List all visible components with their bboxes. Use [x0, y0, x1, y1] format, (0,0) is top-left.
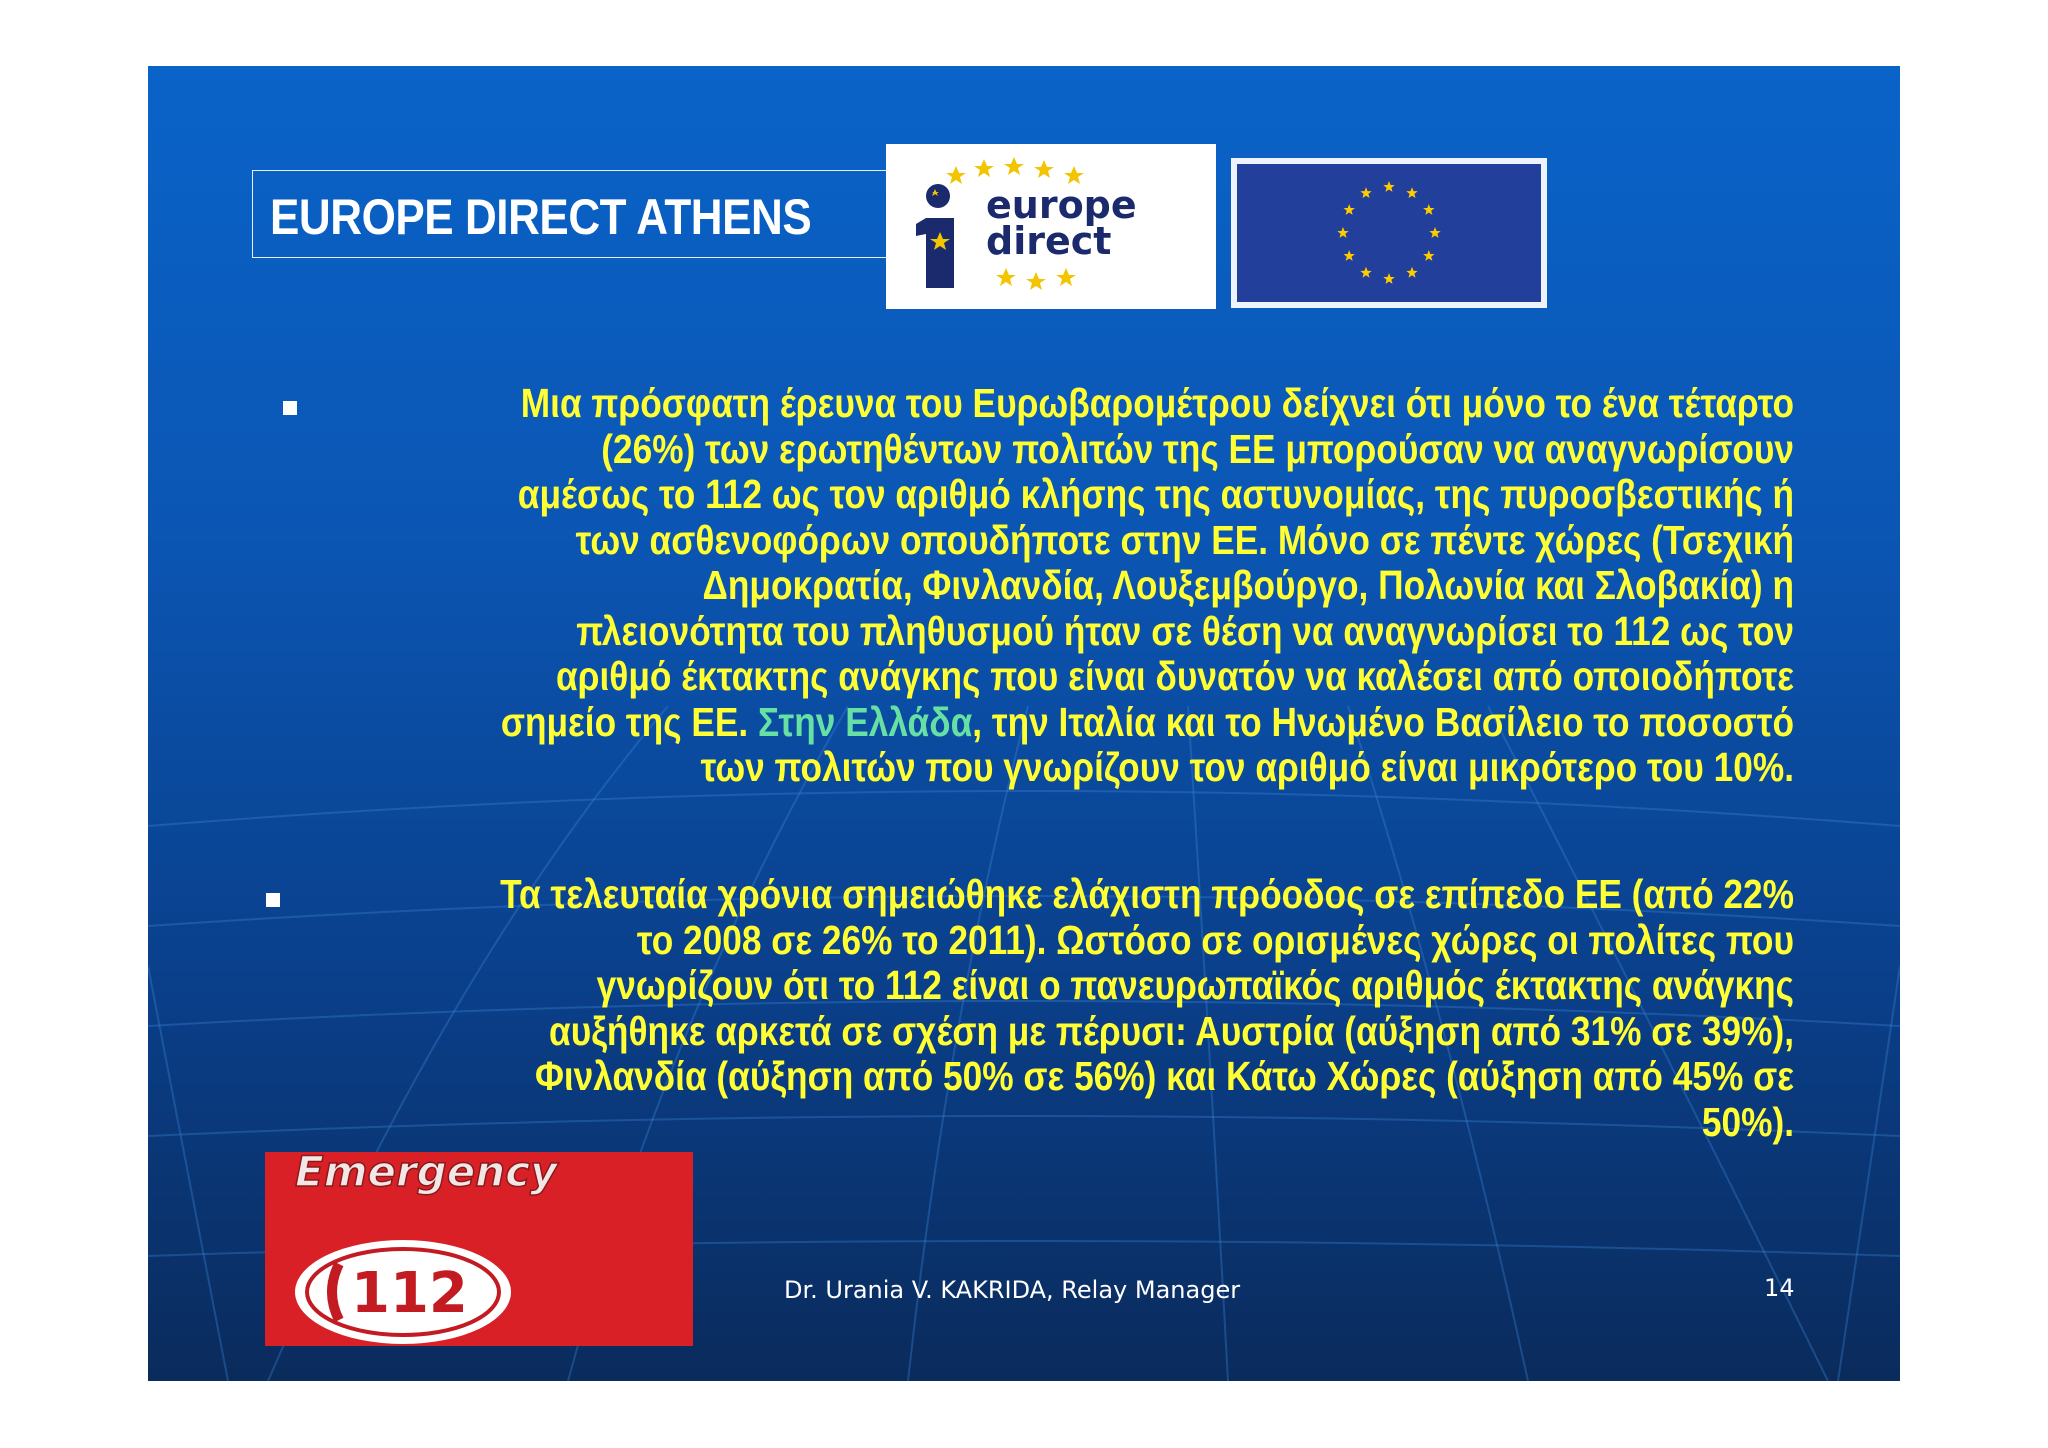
paragraph-line: 50%).: [1701, 1098, 1794, 1145]
paragraph-line: των πολιτών που γνωρίζουν τον αριθμό είναι μικρότερο του 10%.: [700, 744, 1794, 790]
paragraph-line: των ασθενοφόρων οπουδήποτε στην ΕΕ. Μόνο σε πέντε χώρες (Τσεχική: [575, 516, 1794, 563]
emergency-number: 112: [351, 1261, 468, 1326]
paragraph-line: [478, 700, 1794, 746]
logo-text-europe: europe: [986, 183, 1137, 227]
paragraph-line: το 2008 σε 26% το 2011). Ωστόσο σε ορισμένες χώρες οι πολίτες που: [636, 916, 1794, 963]
eu-star-icon: [1360, 187, 1371, 198]
bullet-paragraph-2: [478, 872, 1794, 1145]
page-number: 14: [1764, 1274, 1795, 1302]
page-title: EUROPE DIRECT ATHENS: [270, 189, 812, 245]
eu-star-icon: [1406, 267, 1417, 278]
paragraph-line: Μια πρόσφατη έρευνα του Ευρωβαρομέτρου δείχνει ότι μόνο το ένα τέταρτο: [520, 380, 1794, 426]
paragraph-text: , την Ιταλία και το Ηνωμένο Βασίλειο το ποσοστό: [972, 698, 1794, 745]
eu-flag-icon: [1237, 164, 1541, 302]
paragraph-line: (26%) των ερωτηθέντων πολιτών της ΕΕ μπορούσαν να αναγνωρίσουν: [601, 425, 1795, 472]
eu-star-icon: [1383, 273, 1394, 284]
paragraph-line: Φινλανδία (αύξηση από 50% σε 56%) και Κάτω Χώρες (αύξηση από 45% σε: [534, 1053, 1794, 1099]
emergency-112-icon: [265, 1152, 693, 1346]
emergency-112-image: [265, 1152, 693, 1346]
paragraph-line: πλειονότητα του πληθυσμού ήταν σε θέση να αναγνωρίσει το 112 ως τον: [576, 607, 1794, 654]
paragraph-line: Δημοκρατία, Φινλανδία, Λουξεμβούργο, Πολωνία και Σλοβακία) η: [702, 562, 1794, 608]
paragraph-line: αριθμό έκτακτης ανάγκης που είναι δυνατόν να καλέσει από οποιοδήποτε: [555, 653, 1794, 699]
bullet-marker: [283, 401, 297, 415]
eu-star-icon: [1383, 181, 1394, 192]
paragraph-line: αυξήθηκε αρκετά σε σχέση με πέρυσι: Αυστρία (αύξηση από 31% σε 39%),: [549, 1007, 1794, 1054]
eu-flag-frame: [1231, 158, 1547, 308]
eu-star-icon: [1423, 204, 1434, 215]
eu-star-icon: [1406, 187, 1417, 198]
europe-direct-logo-icon: [886, 144, 1216, 309]
eu-flag: [1237, 164, 1541, 302]
eu-star-icon: [1360, 267, 1371, 278]
eu-star-icon: [1429, 227, 1440, 238]
emergency-label: Emergency: [295, 1152, 558, 1196]
eu-star-icon: [1337, 227, 1348, 238]
eu-star-icon: [1344, 204, 1355, 215]
eu-star-icon: [1344, 250, 1355, 261]
footer-author: Dr. Urania V. KAKRIDA, Relay Manager: [784, 1276, 1241, 1304]
paragraph-line: Τα τελευταία χρόνια σημειώθηκε ελάχιστη πρόοδος σε επίπεδο ΕΕ (από 22%: [500, 871, 1795, 917]
europe-direct-logo: [886, 144, 1216, 309]
bullet-marker: [266, 893, 280, 907]
paragraph-line: γνωρίζουν ότι το 112 είναι ο πανευρωπαϊκός αριθμός έκτακτης ανάγκης: [596, 962, 1794, 1008]
eu-star-icon: [1423, 250, 1434, 261]
paragraph-text: σημείο της ΕΕ.: [500, 698, 758, 745]
bullet-paragraph-1: [478, 381, 1794, 791]
logo-text-direct: direct: [986, 219, 1112, 263]
highlight-greece: Στην Ελλάδα: [757, 698, 973, 745]
paragraph-line: αμέσως το 112 ως τον αριθμό κλήσης της αστυνομίας, της πυροσβεστικής ή: [517, 471, 1794, 517]
